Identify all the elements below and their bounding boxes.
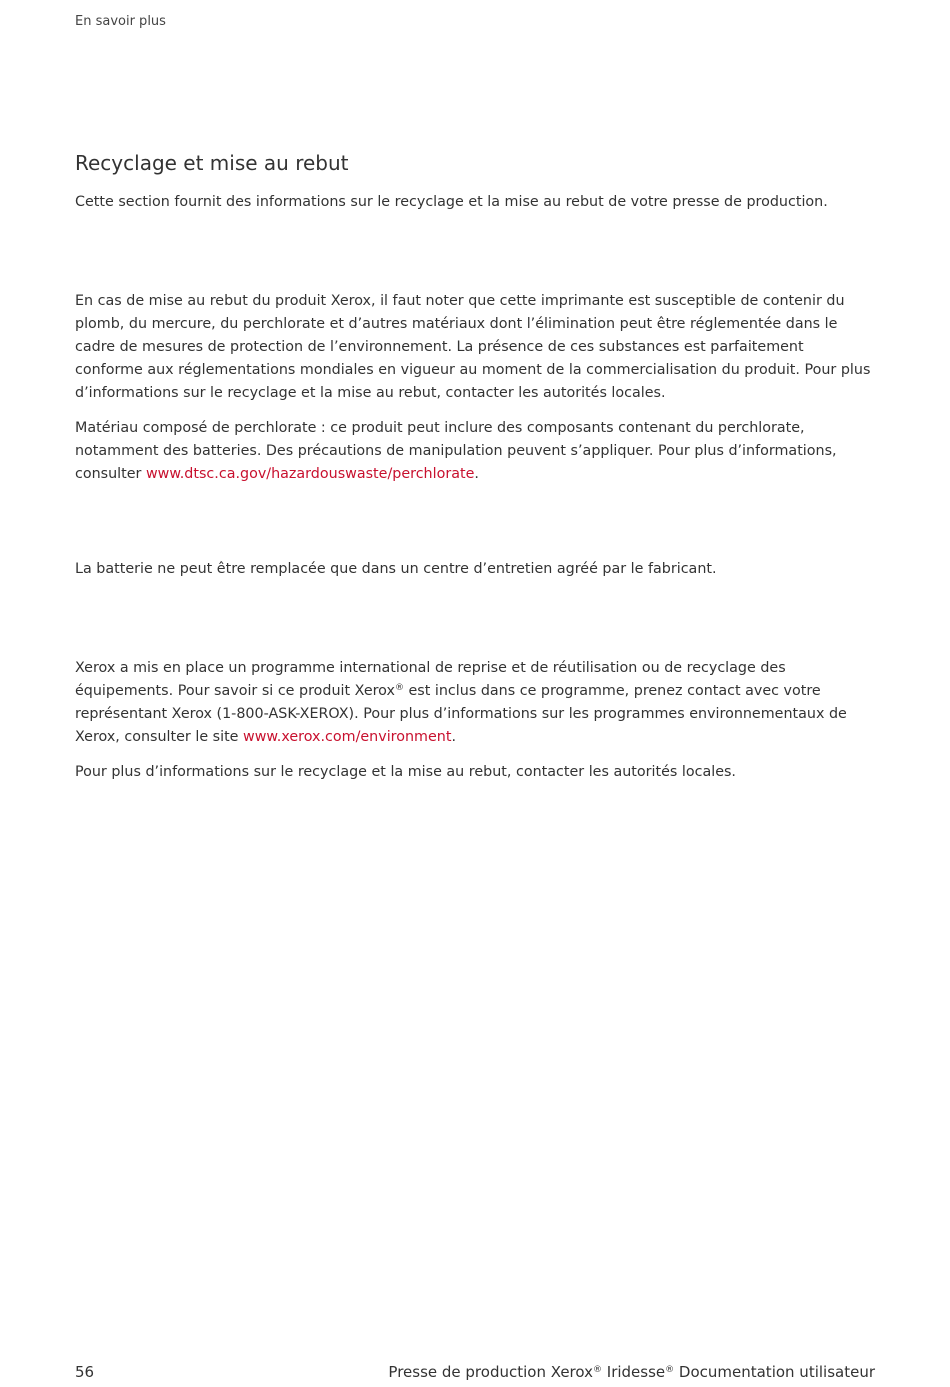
recycling-program-paragraph [75,657,875,749]
running-head: En savoir plus [75,14,166,29]
doc-title-part1: Presse de production Xerox [388,1363,593,1381]
battery-paragraph: La batterie ne peut être remplacée que dans un centre d’entretien agréé par le fabricant. [75,561,717,577]
document-title [388,1363,875,1381]
registered-mark: ® [665,1365,675,1375]
doc-title-part2: Iridesse [602,1363,666,1381]
program-text-part1: Xerox a mis en place un programme international de reprise et de réutilisation ou de recyclage des équipements. Pour savoir si ce produit Xerox [75,660,786,699]
perchlorate-text: Matériau composé de perchlorate : ce produit peut inclure des composants contenant du perchlorate, notamment des batteries. Des précautions de manipulation peuvent s’appliquer. Pour plus d’informations, consulter [75,420,837,482]
registered-mark: ® [593,1365,602,1375]
program-text-part2: est inclus dans ce programme, prenez contact avec votre représentant Xerox (1-800-ASK-XEROX). Pour plus d’informations sur les programmes environnementaux de Xerox, consulter le site [75,683,847,745]
perchlorate-period: . [474,466,479,482]
disposal-paragraph: En cas de mise au rebut du produit Xerox, il faut noter que cette imprimante est susceptible de contenir du plomb, du mercure, du perchlorate et d’autres matériaux dont l’élimination peut être réglementée dans le cadre de mesures de protection de l’environnement. La présence de ces substances est parfaitement conforme aux réglementations mondiales en vigueur au moment de la commercialisation du produit. Pour plus d’informations sur le recyclage et la mise au rebut, contacter les autorités locales. [75,293,871,401]
perchlorate-link[interactable]: www.dtsc.ca.gov/hazardouswaste/perchlorate [145,466,475,482]
local-authorities-paragraph: Pour plus d’informations sur le recyclage et la mise au rebut, contacter les autorités locales. [75,764,736,780]
perchlorate-paragraph [75,417,875,486]
intro-paragraph: Cette section fournit des informations sur le recyclage et la mise au rebut de votre presse de production. [75,194,828,210]
registered-mark: ® [394,683,404,693]
environment-link[interactable]: www.xerox.com/environment [243,729,452,745]
section-title: Recyclage et mise au rebut [75,151,349,175]
program-period: . [451,729,456,745]
page-number: 56 [75,1363,95,1381]
doc-title-part3: Documentation utilisateur [674,1363,875,1381]
